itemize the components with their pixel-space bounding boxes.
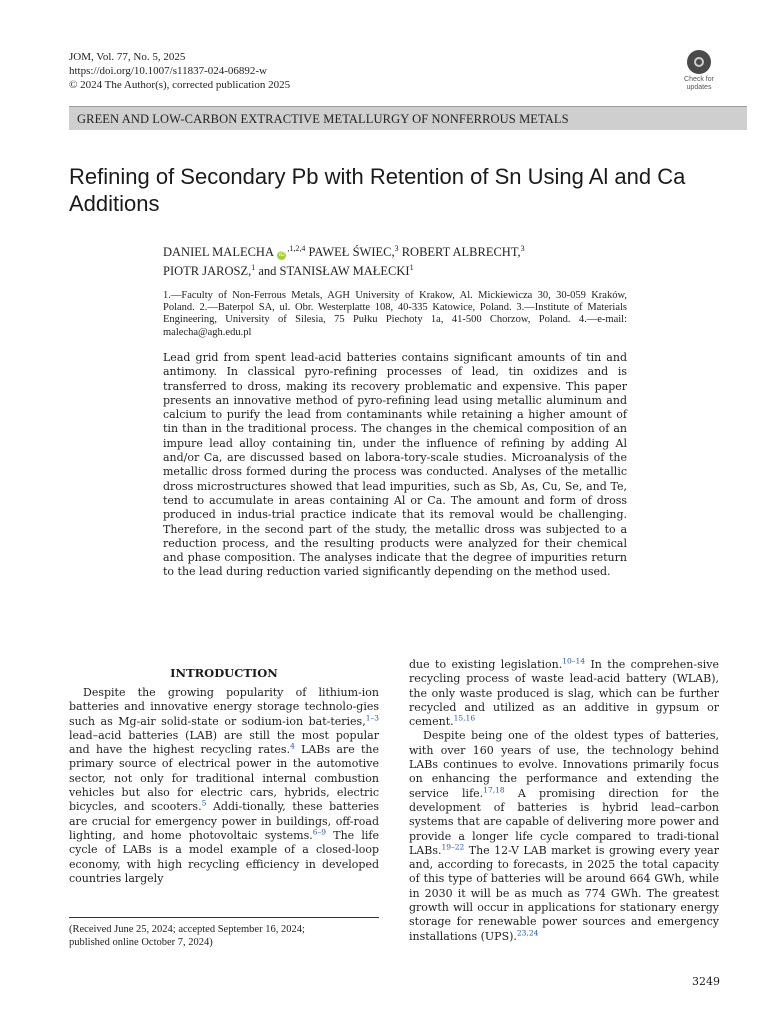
doi-link[interactable]: https://doi.org/10.1007/s11837-024-06892-w — [69, 65, 267, 77]
journal-meta — [69, 50, 290, 92]
author-affil-sup: ,1,2,4 — [287, 244, 306, 253]
citation-ref[interactable]: 6–9 — [312, 827, 327, 837]
citation-ref[interactable]: 17,18 — [483, 785, 505, 795]
citation-ref[interactable]: 4 — [290, 741, 295, 751]
orcid-icon[interactable]: iD — [279, 252, 285, 259]
check-updates-label: Check for — [684, 76, 714, 83]
author-affil-sup: 1 — [409, 263, 414, 273]
citation-ref[interactable]: 10–14 — [562, 656, 586, 666]
paragraph — [69, 686, 379, 886]
journal-citation: JOM, Vol. 77, No. 5, 2025 — [69, 51, 186, 63]
author-list — [163, 241, 683, 279]
received-line: (Received June 25, 2024; accepted September 16, 2024; — [69, 924, 305, 935]
text-run: Despite being one of the oldest types of batteries, with over 160 years of use, the technology behind LABs continues to evolve. Innovations primarily focus on enhancing the performance and extending the service life. — [409, 729, 719, 800]
paragraph — [409, 658, 719, 729]
section-heading-introduction: INTRODUCTION — [170, 666, 278, 680]
citation-ref[interactable]: 19–22 — [441, 842, 465, 852]
title-line: Refining of Secondary Pb with Retention of Sn Using Al and Ca — [69, 164, 686, 189]
right-column — [409, 658, 719, 944]
text-run: Addi-tionally, these batteries are crucial for emergency power in buildings, off-road lighting, and home photovoltaic systems. — [69, 800, 379, 842]
text-run: In the comprehen-sive recycling process of waste lead-acid battery (WLAB), the only waste produced is slag, which can be further recycled and utilized as an additive in gypsum or cement. — [409, 658, 719, 729]
text-run: The life cycle of LABs is a model example of a closed-loop economy, with high recycling efficiency in developed countries largely — [69, 828, 379, 885]
copyright-line: © 2024 The Author(s), corrected publication 2025 — [69, 79, 291, 91]
author-affil-sup: 3 — [520, 244, 525, 253]
affiliations: 1.—Faculty of Non-Ferrous Metals, AGH University of Krakow, Al. Mickiewicza 30, 30-059 Kraków, Poland. 2.—Baterpol SA, ul. Obr. Westerplatte 108, 40-335 Katowice, Poland. 3.—Institute of Materials Engineering, University of Silesia, 75 Pułku Piechoty 1a, 41-500 Chorzow, Poland. 4.—e-mail: malecha@agh.edu.pl — [163, 290, 627, 338]
title-line: Additions — [69, 191, 160, 216]
author-name: PIOTR JAROSZ, — [163, 264, 252, 279]
text-run: A promising direction for the development of batteries is hybrid lead–carbon systems that are capable of delivering more power and provide a longer life cycle compared to tradi-tional LABs. — [409, 786, 720, 857]
citation-ref[interactable]: 1–3 — [365, 712, 379, 722]
author-name: and STANISŁAW MAŁECKI — [258, 264, 410, 279]
received-line: published online October 7, 2024) — [69, 937, 213, 948]
citation-ref[interactable]: 5 — [201, 798, 207, 808]
author-affil-sup: 1 — [251, 263, 256, 273]
section-band: GREEN AND LOW-CARBON EXTRACTIVE METALLURGY OF NONFERROUS METALS — [69, 106, 747, 130]
article-title — [69, 163, 709, 217]
text-run: Despite the growing popularity of lithium-ion batteries and innovative energy storage technolo-gies such as Mg-air solid-state or sodium-ion bat-teries, — [69, 686, 379, 728]
received-dates — [69, 923, 379, 949]
citation-ref[interactable]: 15,16 — [453, 713, 476, 723]
abstract: Lead grid from spent lead-acid batteries contains significant amounts of tin and antimony. In classical pyro-refining processes of lead, tin oxidizes and is transferred to dross, making its recovery problematic and expensive. This paper presents an innovative method of pyro-refining lead using metallic aluminum and calcium to purify the lead from contaminants while retaining a higher amount of tin than in the traditional process. The changes in the chemical composition of an impure lead alloy containing tin, under the influence of refining by adding Al and/or Ca, are discussed based on labora-tory-scale studies. Microanalysis of the metallic dross formed during the process was conducted. Analyses of the metallic dross microstructures showed that lead impurities, such as Sb, As, Cu, Se, and Te, tend to accumulate in areas containing Al or Ca. The amount and form of dross produced in indus-trial practice indicate that its removal would be challenging. Therefore, in the second part of the study, the metallic dross was subjected to a reduction process, and the resulting products were analyzed for their chemical and phase composition. The analyses indicate that the degree of impurities return to the lead during reduction varied significantly depending on the method used. — [163, 351, 627, 579]
author-name: PAWEŁ ŚWIEC, — [308, 245, 395, 260]
left-column — [69, 686, 379, 886]
author-name: ROBERT ALBRECHT, — [401, 245, 521, 260]
check-for-updates-button[interactable] — [680, 50, 718, 90]
author-name: DANIEL MALECHA — [163, 245, 274, 260]
citation-ref[interactable]: 23,24 — [516, 927, 539, 937]
text-run: due to existing legislation. — [409, 658, 563, 671]
text-run: The 12-V LAB market is growing every year and, according to forecasts, in 2025 the total capacity of this type of batteries will be around 664 GWh, while in 2030 it will be as much as 774 GWh. The greatest growth will occur in applications for stationary energy storage for renewable power sources and emergency installations (UPS). — [409, 843, 719, 943]
text-run: lead–acid batteries (LAB) are still the most popular and have the highest recycling rates. — [69, 728, 379, 757]
paragraph — [409, 729, 719, 943]
page-number: 3249 — [692, 975, 720, 988]
check-updates-label: updates — [686, 84, 712, 91]
text-run: LABs are the primary source of electrical power in the automotive sector, not only for traditional internal combustion vehicles but also for electric cars, hybrids, electric bicycles, and scooters. — [69, 743, 379, 814]
check-updates-icon — [687, 50, 711, 74]
author-affil-sup: 3 — [394, 244, 399, 253]
footnote-divider — [69, 917, 379, 918]
